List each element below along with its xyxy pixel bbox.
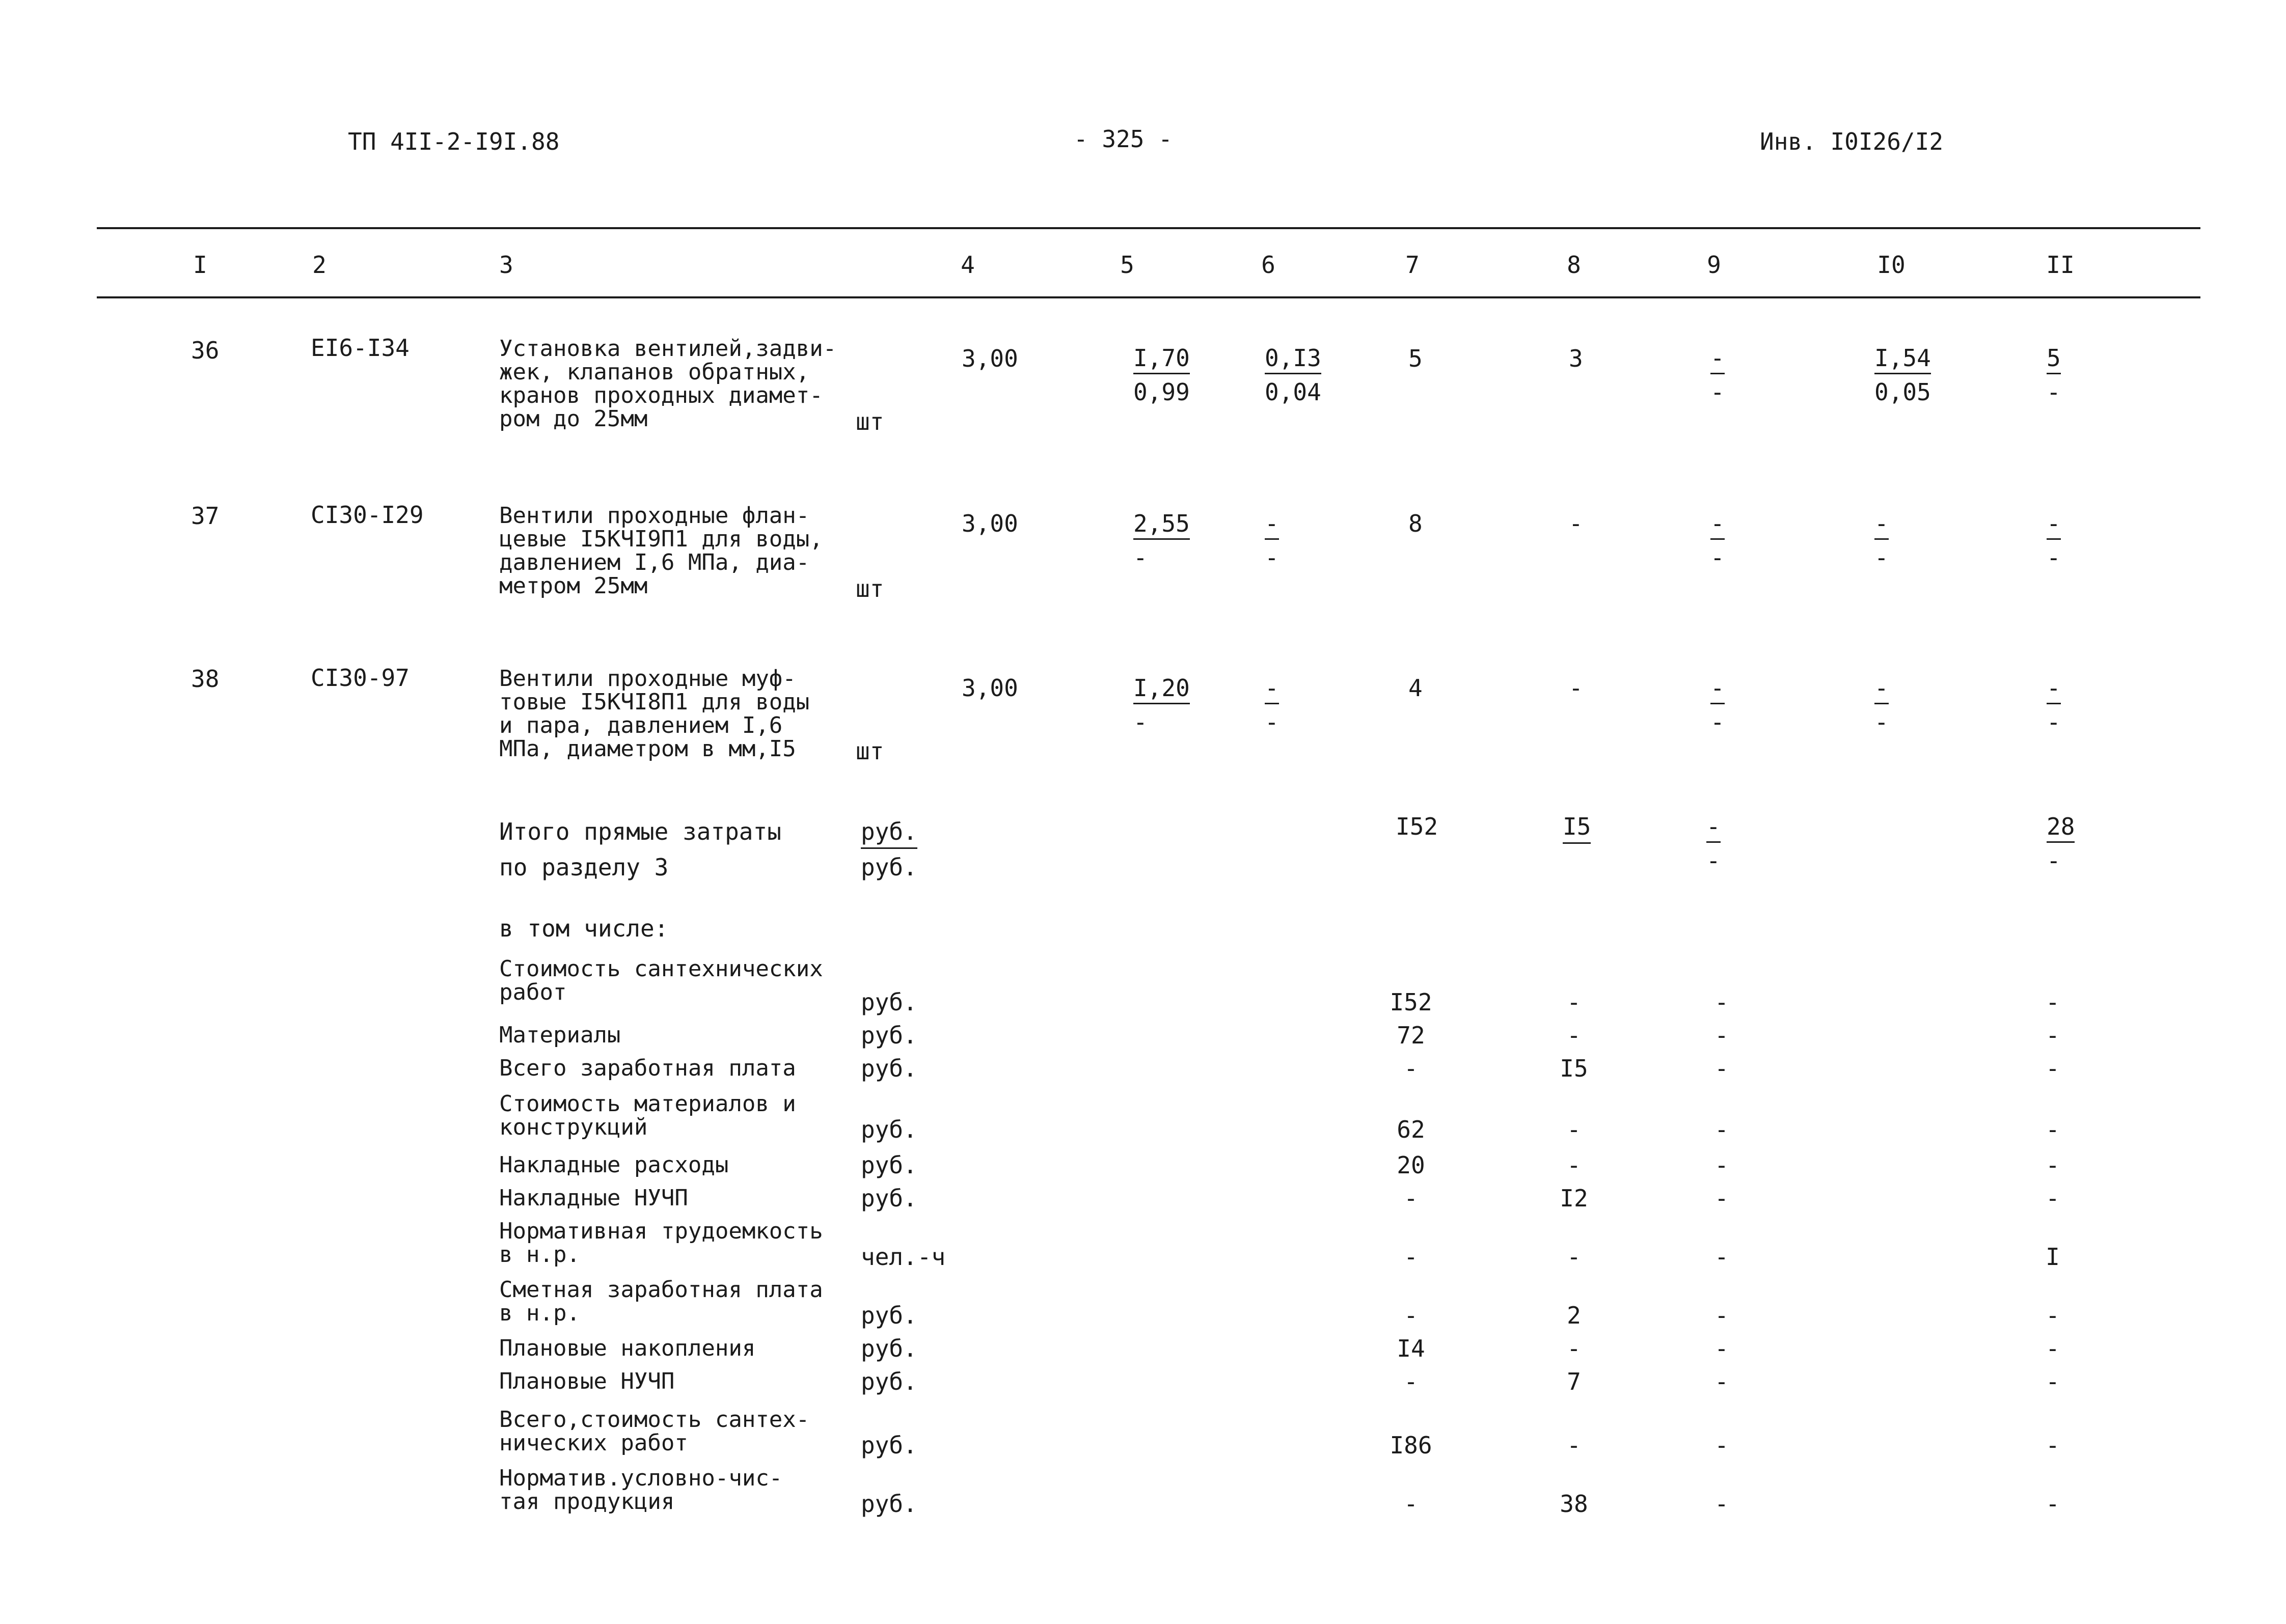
summary-col7: 62	[1397, 1116, 1425, 1143]
table-top-rule	[97, 227, 2200, 229]
col9-bottom: -	[1710, 544, 1725, 571]
col5-top: I,20	[1133, 676, 1190, 704]
col7-value: 8	[1408, 510, 1423, 537]
col5-fraction	[1133, 512, 1190, 569]
summary-col8: -	[1567, 988, 1581, 1016]
summary-unit: руб.	[861, 1335, 917, 1362]
totals-col11-bottom: -	[2047, 847, 2061, 874]
summary-col8: -	[1567, 1151, 1581, 1179]
summary-unit: руб.	[861, 1432, 917, 1459]
col10-bottom: 0,05	[1874, 378, 1931, 406]
col11-fraction	[2047, 676, 2061, 734]
summary-col9: -	[1715, 1368, 1729, 1395]
summary-unit: руб.	[861, 1022, 917, 1049]
summary-col9: -	[1715, 1432, 1729, 1459]
summary-col9: -	[1715, 1185, 1729, 1212]
col5-bottom: -	[1133, 544, 1148, 571]
work-description: Установка вентилей,задви- жек, клапанов обратных, кранов проходных диамет- ром до 25мм	[499, 336, 837, 432]
summary-col7: 20	[1397, 1151, 1425, 1179]
totals-label-line1: Итого прямые затраты	[499, 818, 781, 845]
col6-fraction	[1265, 346, 1321, 404]
summary-unit: руб.	[861, 988, 917, 1016]
rate-code: EI6-I34	[311, 334, 410, 362]
col10-bottom: -	[1874, 708, 1889, 736]
summary-col8: I5	[1560, 1055, 1588, 1082]
summary-col9: -	[1715, 1490, 1729, 1518]
summary-col7: -	[1404, 1490, 1418, 1518]
summary-unit: руб.	[861, 1302, 917, 1329]
col10-fraction	[1874, 676, 1889, 734]
col10-fraction	[1874, 512, 1889, 569]
page-number: - 325 -	[1074, 125, 1173, 153]
summary-col7: I4	[1397, 1335, 1425, 1362]
quantity: 3,00	[962, 674, 1018, 702]
quantity: 3,00	[962, 510, 1018, 537]
rate-code: CI30-I29	[311, 501, 424, 529]
col10-top: I,54	[1874, 346, 1931, 374]
column-header-3: 3	[499, 251, 513, 279]
totals-col9-top: -	[1706, 815, 1721, 843]
summary-col8: -	[1567, 1022, 1581, 1049]
summary-label: Плановые НУЧП	[499, 1368, 675, 1394]
col6-fraction	[1265, 512, 1279, 569]
summary-col9: -	[1715, 1302, 1729, 1329]
summary-col7: I86	[1390, 1432, 1432, 1459]
summary-label: Всего,стоимость сантех- нических работ	[499, 1407, 810, 1456]
totals-col8	[1563, 815, 1591, 838]
including-label: в том числе:	[499, 915, 669, 942]
unit: шт	[856, 575, 884, 602]
rate-code: CI30-97	[311, 664, 410, 692]
summary-unit: чел.-ч	[861, 1243, 946, 1271]
col11-fraction	[2047, 346, 2061, 404]
summary-col8: -	[1567, 1116, 1581, 1143]
summary-col8: 38	[1560, 1490, 1588, 1518]
column-header-7: 7	[1405, 251, 1420, 279]
column-header-8: 8	[1567, 251, 1581, 279]
column-header-1: I	[193, 251, 207, 279]
col10-top: -	[1874, 676, 1889, 704]
col5-bottom: 0,99	[1133, 378, 1190, 406]
summary-label: Норматив.условно-чис- тая продукция	[499, 1465, 783, 1515]
column-header-11: II	[2046, 251, 2075, 279]
summary-col8: -	[1567, 1243, 1581, 1271]
col6-top: -	[1265, 676, 1279, 704]
totals-col11-top: 28	[2047, 815, 2075, 843]
row-number: 38	[191, 665, 220, 693]
summary-col11: I	[2046, 1243, 2060, 1271]
summary-unit: руб.	[861, 1185, 917, 1212]
summary-col11: -	[2046, 1302, 2060, 1329]
totals-col9-fraction	[1706, 815, 1721, 872]
col8-value: 3	[1569, 345, 1583, 372]
summary-col7: -	[1404, 1302, 1418, 1329]
summary-col11: -	[2046, 1432, 2060, 1459]
summary-col11: -	[2046, 1368, 2060, 1395]
summary-col11: -	[2046, 1116, 2060, 1143]
document-code: ТП 4II-2-I9I.88	[348, 128, 560, 155]
col5-top: 2,55	[1133, 512, 1190, 540]
summary-label: Сметная заработная плата в н.р.	[499, 1277, 823, 1326]
summary-col11: -	[2046, 1490, 2060, 1518]
totals-unit-1-text: руб.	[861, 818, 917, 849]
summary-col9: -	[1715, 1022, 1729, 1049]
summary-col9: -	[1715, 1055, 1729, 1082]
col6-bottom: 0,04	[1265, 378, 1321, 406]
col5-fraction	[1133, 346, 1190, 404]
summary-col7: -	[1404, 1368, 1418, 1395]
column-header-4: 4	[961, 251, 975, 279]
summary-col9: -	[1715, 1335, 1729, 1362]
col6-top: 0,I3	[1265, 346, 1321, 374]
col5-bottom: -	[1133, 708, 1148, 736]
column-header-2: 2	[312, 251, 326, 279]
row-number: 36	[191, 337, 220, 364]
column-header-10: I0	[1877, 251, 1906, 279]
col5-fraction	[1133, 676, 1190, 734]
col6-fraction	[1265, 676, 1279, 734]
col9-bottom: -	[1710, 708, 1725, 736]
totals-col9-bottom: -	[1706, 847, 1721, 874]
summary-unit: руб.	[861, 1116, 917, 1143]
col6-bottom: -	[1265, 544, 1279, 571]
col9-fraction	[1710, 346, 1725, 404]
col9-top: -	[1710, 512, 1725, 540]
column-header-9: 9	[1707, 251, 1721, 279]
summary-col9: -	[1715, 1151, 1729, 1179]
col11-top: -	[2047, 512, 2061, 540]
summary-col11: -	[2046, 1055, 2060, 1082]
summary-col8: 2	[1567, 1302, 1581, 1329]
col11-top: 5	[2047, 346, 2061, 374]
summary-col9: -	[1715, 1116, 1729, 1143]
unit: шт	[856, 737, 884, 765]
column-header-5: 5	[1120, 251, 1134, 279]
totals-unit-1	[861, 820, 917, 843]
summary-col8: -	[1567, 1335, 1581, 1362]
work-description: Вентили проходные флан- цевые I5КЧI9П1 для воды, давлением I,6 МПа, диа- метром 25мм	[499, 503, 823, 599]
col11-bottom: -	[2047, 378, 2061, 406]
summary-col7: -	[1404, 1243, 1418, 1271]
work-description: Вентили проходные муф- товые I5КЧI8П1 для воды и пара, давлением I,6 МПа, диаметром в мм,I5	[499, 666, 810, 762]
col11-bottom: -	[2047, 544, 2061, 571]
col8-value: -	[1569, 674, 1583, 702]
col10-fraction	[1874, 346, 1931, 404]
col11-bottom: -	[2047, 708, 2061, 736]
col6-bottom: -	[1265, 708, 1279, 736]
summary-col7: I52	[1390, 988, 1432, 1016]
summary-col11: -	[2046, 1022, 2060, 1049]
summary-label: Нормативная трудоемкость в н.р.	[499, 1218, 823, 1268]
totals-col7: I52	[1396, 813, 1438, 840]
col11-top: -	[2047, 676, 2061, 704]
unit: шт	[856, 408, 884, 435]
summary-label: Накладные расходы	[499, 1152, 729, 1178]
summary-col11: -	[2046, 988, 2060, 1016]
col9-top: -	[1710, 676, 1725, 704]
quantity: 3,00	[962, 345, 1018, 372]
col11-fraction	[2047, 512, 2061, 569]
col9-top: -	[1710, 346, 1725, 374]
summary-label: Стоимость сантехнических работ	[499, 956, 823, 1005]
totals-col11-fraction	[2047, 815, 2075, 872]
summary-unit: руб.	[861, 1055, 917, 1082]
summary-col9: -	[1715, 988, 1729, 1016]
col5-top: I,70	[1133, 346, 1190, 374]
summary-col7: -	[1404, 1185, 1418, 1212]
col6-top: -	[1265, 512, 1279, 540]
summary-col11: -	[2046, 1151, 2060, 1179]
totals-col8-text: I5	[1563, 813, 1591, 844]
col8-value: -	[1569, 510, 1583, 537]
summary-col11: -	[2046, 1335, 2060, 1362]
summary-label: Стоимость материалов и конструкций	[499, 1091, 796, 1140]
col7-value: 5	[1408, 345, 1423, 372]
col9-fraction	[1710, 676, 1725, 734]
col9-bottom: -	[1710, 378, 1725, 406]
col10-top: -	[1874, 512, 1889, 540]
row-number: 37	[191, 502, 220, 530]
column-header-6: 6	[1261, 251, 1275, 279]
totals-unit-2: руб.	[861, 854, 917, 881]
col9-fraction	[1710, 512, 1725, 569]
summary-label: Плановые накопления	[499, 1335, 756, 1361]
summary-col11: -	[2046, 1185, 2060, 1212]
summary-col8: I2	[1560, 1185, 1588, 1212]
summary-label: Материалы	[499, 1022, 621, 1048]
summary-col7: -	[1404, 1055, 1418, 1082]
table-header-rule	[97, 296, 2200, 298]
summary-col7: 72	[1397, 1022, 1425, 1049]
summary-label: Всего заработная плата	[499, 1055, 796, 1081]
totals-label-line2: по разделу 3	[499, 854, 669, 881]
inventory-number: Инв. I0I26/I2	[1760, 128, 1944, 155]
summary-col8: -	[1567, 1432, 1581, 1459]
summary-unit: руб.	[861, 1490, 917, 1518]
col10-bottom: -	[1874, 544, 1889, 571]
summary-col8: 7	[1567, 1368, 1581, 1395]
summary-label: Накладные НУЧП	[499, 1185, 688, 1211]
col7-value: 4	[1408, 674, 1423, 702]
summary-unit: руб.	[861, 1151, 917, 1179]
summary-col9: -	[1715, 1243, 1729, 1271]
summary-unit: руб.	[861, 1368, 917, 1395]
